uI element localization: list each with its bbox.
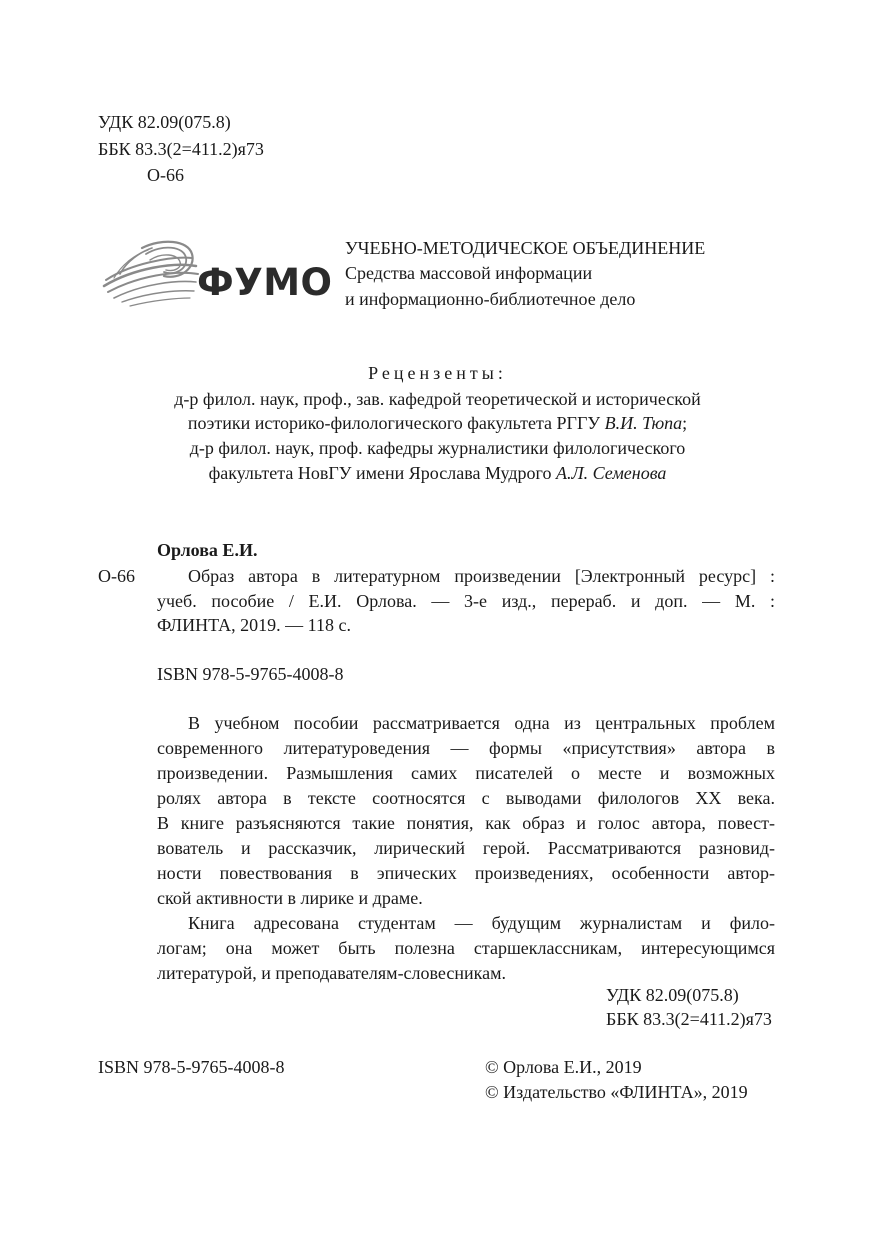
annotation-line: Книга адресована студентам — будущим журналистам и фило- [188,913,775,933]
record-line: ФЛИНТА, 2019. — 118 с. [157,615,351,635]
record-line: учеб. пособие / Е.И. Орлова. — 3-е изд., перераб. и доп. — М. : [157,591,775,611]
annotation-line: ности повествования в эпических произведениях, особенности автор- [157,863,775,883]
record-author: Орлова Е.И. [157,540,258,560]
reviewer-affiliation: поэтики историко-филологического факультета РГГУ [187,413,605,433]
record-line: Образ автора в литературном произведении [Электронный ресурс] : [188,566,775,586]
reviewer-name: А.Л. Семенова [555,463,667,483]
reviewer-line: д-р филол. наук, проф., зав. кафедрой теоретической и исторической [174,389,701,409]
annotation-line: В учебном пособии рассматривается одна из центральных проблем [188,713,775,733]
bbk-code: ББК 83.3(2=411.2)я73 [98,139,264,159]
logo-text: ФУМО [197,261,333,304]
annotation-line: современного литературоведения — формы «присутствия» автора в [157,738,775,758]
reviewer-punct: ; [682,413,688,433]
reviewers-title: Рецензенты: [368,363,507,383]
reviewer-line [80,411,795,435]
fumo-logo [100,236,333,312]
annotation-line: логам; она может быть полезна старшеклассникам, интересующимся [157,938,775,958]
record-isbn: ISBN 978-5-9765-4008-8 [157,664,344,684]
copyright-publisher: © Издательство «ФЛИНТА», 2019 [485,1082,748,1102]
annotation-line: ской активности в лирике и драме. [157,888,423,908]
association-line: Средства массовой информации [345,263,593,283]
annotation-line: вователь и рассказчик, лирический герой. Рассматриваются разновид- [157,838,775,858]
association-line: и информационно-библиотечное дело [345,289,636,309]
annotation-line: произведении. Размышления самих писателей о месте и возможных [157,763,775,783]
annotation-line: В книге разъясняются такие понятия, как образ и голос автора, повест- [157,813,775,833]
annotation-bbk: ББК 83.3(2=411.2)я73 [606,1009,772,1029]
annotation-line: литературой, и преподавателям-словесникам. [157,963,506,983]
reviewer-name: В.И. Тюпа [604,413,683,433]
author-code: О-66 [147,165,184,185]
record-code: О-66 [98,566,135,586]
reviewer-line: д-р филол. наук, проф. кафедры журналистики филологического [189,438,686,458]
association-title: УЧЕБНО-МЕТОДИЧЕСКОЕ ОБЪЕДИНЕНИЕ [345,238,706,258]
footer-isbn: ISBN 978-5-9765-4008-8 [98,1057,285,1077]
reviewer-line [80,461,795,485]
udk-code: УДК 82.09(075.8) [98,112,231,132]
annotation-line: ролях автора в тексте соотносятся с выводами филологов XX века. [157,788,775,808]
annotation-udk: УДК 82.09(075.8) [606,985,739,1005]
reviewer-affiliation: факультета НовГУ имени Ярослава Мудрого [208,463,556,483]
copyright-author: © Орлова Е.И., 2019 [485,1057,642,1077]
